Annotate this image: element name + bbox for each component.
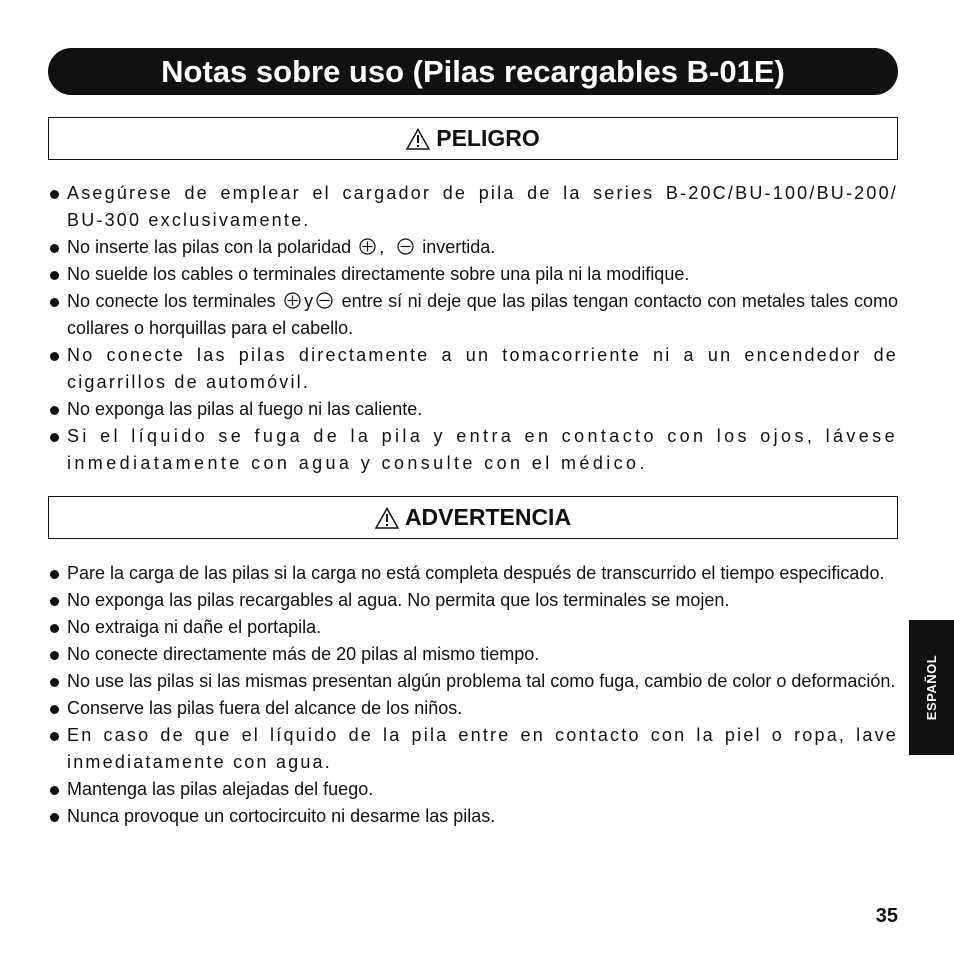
list-item: No extraiga ni dañe el portapila. <box>49 614 898 641</box>
warning-triangle-icon <box>375 507 399 529</box>
page-number: 35 <box>875 905 898 927</box>
bullet-dot-icon <box>50 271 59 280</box>
list-item: No conecte las pilas directamente a un tomacorriente ni a un encendedor de cigarrillos de automóvil. <box>49 342 898 396</box>
plus-circle-icon <box>359 238 376 255</box>
bullet-dot-icon <box>50 651 59 660</box>
danger-heading: PELIGRO <box>436 125 540 151</box>
language-side-tab <box>909 620 954 755</box>
danger-list <box>49 180 898 477</box>
warning-list <box>49 560 898 830</box>
bullet-dot-icon <box>50 678 59 687</box>
bullet-dot-icon <box>50 813 59 822</box>
bullet-dot-icon <box>50 190 59 199</box>
list-item: No conecte los terminales y entre sí ni deje que las pilas tengan contacto con metales tales como collares o horquillas para el cabello. <box>49 288 898 342</box>
page-title: Notas sobre uso (Pilas recargables B-01E) <box>161 53 785 89</box>
list-item: En caso de que el líquido de la pila entre en contacto con la piel o ropa, lave inmediatamente con agua. <box>49 722 898 776</box>
warning-heading: ADVERTENCIA <box>404 504 572 530</box>
bullet-dot-icon <box>50 298 59 307</box>
list-item: Pare la carga de las pilas si la carga no está completa después de transcurrido el tiempo especificado. <box>49 560 898 587</box>
list-item: No inserte las pilas con la polaridad , invertida. <box>49 234 898 261</box>
list-item: Conserve las pilas fuera del alcance de los niños. <box>49 695 898 722</box>
danger-heading-box <box>48 117 898 160</box>
list-item: Si el líquido se fuga de la pila y entra en contacto con los ojos, lávese inmediatamente con agua y consulte con el médico. <box>49 423 898 477</box>
bullet-dot-icon <box>50 786 59 795</box>
list-item: Mantenga las pilas alejadas del fuego. <box>49 776 898 803</box>
page-title-bar <box>48 48 898 95</box>
list-item: No exponga las pilas al fuego ni las caliente. <box>49 396 898 423</box>
list-item: Asegúrese de emplear el cargador de pila de la series B-20C/BU-100/BU-200/ BU-300 exclusivamente. <box>49 180 898 234</box>
list-item: No exponga las pilas recargables al agua. No permita que los terminales se mojen. <box>49 587 898 614</box>
warning-triangle-icon <box>406 128 430 150</box>
bullet-dot-icon <box>50 433 59 442</box>
minus-circle-icon <box>397 238 414 255</box>
bullet-dot-icon <box>50 352 59 361</box>
list-item: Nunca provoque un cortocircuito ni desarme las pilas. <box>49 803 898 830</box>
bullet-dot-icon <box>50 570 59 579</box>
list-item: No conecte directamente más de 20 pilas al mismo tiempo. <box>49 641 898 668</box>
bullet-dot-icon <box>50 406 59 415</box>
bullet-dot-icon <box>50 705 59 714</box>
bullet-dot-icon <box>50 597 59 606</box>
list-item: No suelde los cables o terminales directamente sobre una pila ni la modifique. <box>49 261 898 288</box>
list-item: No use las pilas si las mismas presentan algún problema tal como fuga, cambio de color o deformación. <box>49 668 898 695</box>
language-label: ESPAÑOL <box>924 654 940 721</box>
minus-circle-icon <box>316 292 333 309</box>
bullet-dot-icon <box>50 624 59 633</box>
plus-circle-icon <box>284 292 301 309</box>
warning-heading-box <box>48 496 898 539</box>
bullet-dot-icon <box>50 732 59 741</box>
bullet-dot-icon <box>50 244 59 253</box>
